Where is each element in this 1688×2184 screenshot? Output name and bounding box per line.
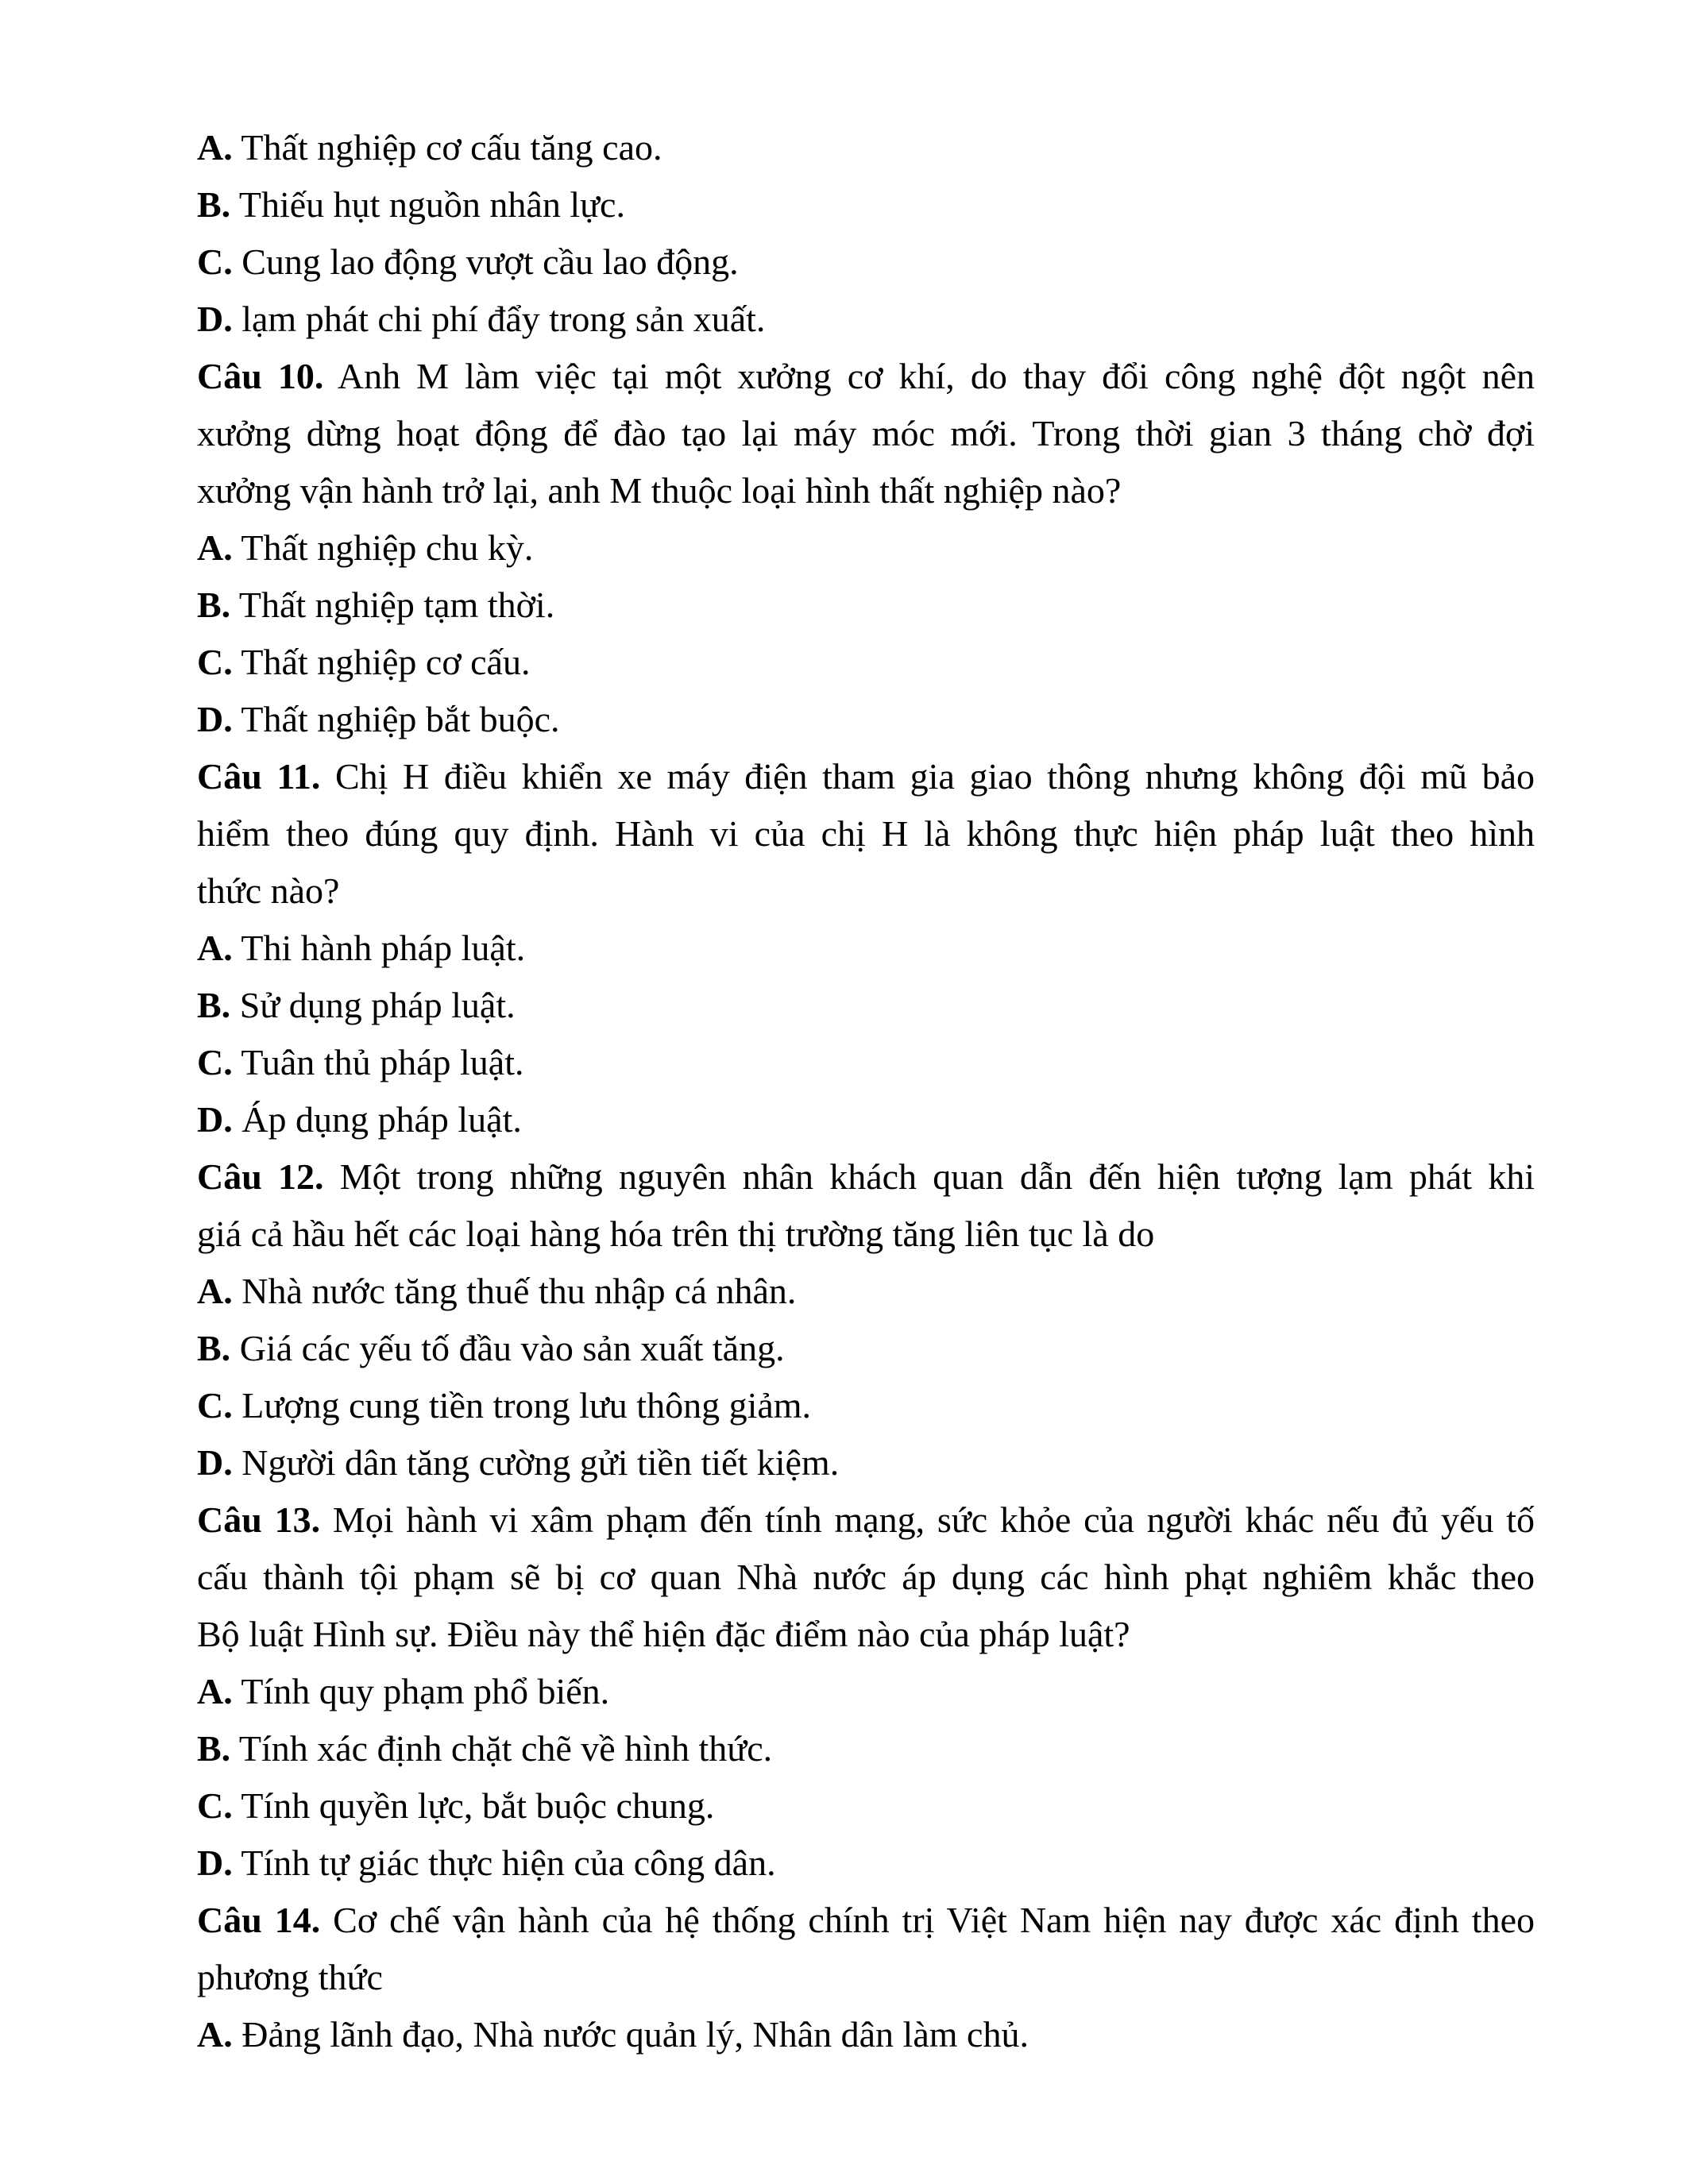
question-stem-line xyxy=(197,1549,1535,1606)
question-text: Chị H điều khiển xe máy điện tham gia giao thông nhưng không đội mũ bảo xyxy=(320,756,1535,797)
option-letter: A. xyxy=(197,2014,233,2055)
option-text: Thất nghiệp cơ cấu tăng cao. xyxy=(232,127,662,168)
question-text: xưởng dừng hoạt động để đào tạo lại máy móc mới. Trong thời gian 3 tháng chờ đợi xyxy=(197,413,1535,453)
answer-option xyxy=(197,291,1535,348)
question-text: hiểm theo đúng quy định. Hành vi của chị H là không thực hiện pháp luật theo hình xyxy=(197,813,1535,854)
option-letter: D. xyxy=(197,1099,233,1140)
option-letter: B. xyxy=(197,985,231,1025)
question-text: Cơ chế vận hành của hệ thống chính trị Việt Nam hiện nay được xác định theo xyxy=(320,1900,1535,1940)
option-letter: B. xyxy=(197,585,231,625)
question-text: Bộ luật Hình sự. Điều này thể hiện đặc điểm nào của pháp luật? xyxy=(197,1614,1130,1654)
option-text: Cung lao động vượt cầu lao động. xyxy=(232,241,739,282)
option-letter: C. xyxy=(197,1385,233,1426)
option-text: Áp dụng pháp luật. xyxy=(232,1099,522,1140)
option-text: Đảng lãnh đạo, Nhà nước quản lý, Nhân dân làm chủ. xyxy=(232,2014,1029,2055)
option-text: Nhà nước tăng thuế thu nhập cá nhân. xyxy=(232,1271,797,1311)
question-stem-line xyxy=(197,1206,1535,1263)
option-letter: C. xyxy=(197,1785,233,1826)
answer-option xyxy=(197,1777,1535,1835)
question-stem-line xyxy=(197,405,1535,462)
question-text: giá cả hầu hết các loại hàng hóa trên thị trường tăng liên tục là do xyxy=(197,1214,1155,1254)
option-letter: A. xyxy=(197,1271,233,1311)
option-letter: D. xyxy=(197,1843,233,1883)
answer-option xyxy=(197,1377,1535,1434)
question xyxy=(197,348,1535,748)
option-text: Thất nghiệp bắt buộc. xyxy=(232,699,560,739)
question-stem-line xyxy=(197,1491,1535,1549)
question-stem-line xyxy=(197,862,1535,920)
option-letter: B. xyxy=(197,184,231,225)
question-stem-line xyxy=(197,1892,1535,1949)
option-text: Lượng cung tiền trong lưu thông giảm. xyxy=(232,1385,812,1426)
option-letter: C. xyxy=(197,1042,233,1082)
question-stem-line xyxy=(197,462,1535,519)
answer-option xyxy=(197,691,1535,748)
answer-option xyxy=(197,1320,1535,1377)
answer-option xyxy=(197,2006,1535,2063)
question-text: Anh M làm việc tại một xưởng cơ khí, do thay đổi công nghệ đột ngột nên xyxy=(323,356,1535,396)
option-letter: C. xyxy=(197,642,233,682)
question-stem-line xyxy=(197,1606,1535,1663)
option-text: Thiếu hụt nguồn nhân lực. xyxy=(230,184,625,225)
question-text: thức nào? xyxy=(197,870,340,911)
option-letter: C. xyxy=(197,241,233,282)
option-text: Giá các yếu tố đầu vào sản xuất tăng. xyxy=(230,1328,785,1368)
question-text: cấu thành tội phạm sẽ bị cơ quan Nhà nước áp dụng các hình phạt nghiêm khắc theo xyxy=(197,1557,1535,1597)
answer-option xyxy=(197,1663,1535,1720)
question-stem-line xyxy=(197,1148,1535,1206)
option-letter: D. xyxy=(197,699,233,739)
question-stem-line xyxy=(197,805,1535,862)
answer-option xyxy=(197,920,1535,977)
answer-option xyxy=(197,577,1535,634)
answer-option xyxy=(197,1835,1535,1892)
answer-option xyxy=(197,119,1535,176)
question-stem-line xyxy=(197,1949,1535,2006)
answer-option xyxy=(197,519,1535,577)
answer-option xyxy=(197,1091,1535,1148)
option-letter: D. xyxy=(197,1442,233,1483)
question-label: Câu 12. xyxy=(197,1156,324,1197)
option-text: Người dân tăng cường gửi tiền tiết kiệm. xyxy=(232,1442,840,1483)
option-text: Tuân thủ pháp luật. xyxy=(232,1042,524,1082)
question-label: Câu 13. xyxy=(197,1499,321,1540)
answer-option xyxy=(197,1034,1535,1091)
answer-option xyxy=(197,233,1535,291)
option-text: Thất nghiệp tạm thời. xyxy=(230,585,555,625)
exam-document xyxy=(197,119,1535,2063)
option-text: Tính xác định chặt chẽ về hình thức. xyxy=(230,1728,773,1769)
question xyxy=(197,1892,1535,2063)
answer-option xyxy=(197,176,1535,233)
option-letter: D. xyxy=(197,299,233,339)
option-text: Tính tự giác thực hiện của công dân. xyxy=(232,1843,776,1883)
question-text: phương thức xyxy=(197,1957,383,1997)
option-letter: B. xyxy=(197,1728,231,1769)
question xyxy=(197,1148,1535,1491)
option-letter: B. xyxy=(197,1328,231,1368)
option-letter: A. xyxy=(197,527,233,568)
answer-option xyxy=(197,1434,1535,1491)
answer-option xyxy=(197,1263,1535,1320)
question-label: Câu 11. xyxy=(197,756,321,797)
question-stem-line xyxy=(197,748,1535,805)
question-text: Một trong những nguyên nhân khách quan dẫn đến hiện tượng lạm phát khi xyxy=(323,1156,1535,1197)
option-text: Thi hành pháp luật. xyxy=(232,928,526,968)
option-letter: A. xyxy=(197,1671,233,1711)
option-text: lạm phát chi phí đẩy trong sản xuất. xyxy=(232,299,766,339)
answer-option xyxy=(197,977,1535,1034)
answer-option xyxy=(197,634,1535,691)
question-stem-line xyxy=(197,348,1535,405)
question-label: Câu 10. xyxy=(197,356,324,396)
option-text: Tính quyền lực, bắt buộc chung. xyxy=(232,1785,715,1826)
option-text: Thất nghiệp cơ cấu. xyxy=(232,642,531,682)
question-text: Mọi hành vi xâm phạm đến tính mạng, sức khỏe của người khác nếu đủ yếu tố xyxy=(320,1499,1535,1540)
option-letter: A. xyxy=(197,928,233,968)
question-text: xưởng vận hành trở lại, anh M thuộc loại hình thất nghiệp nào? xyxy=(197,470,1122,511)
question-label: Câu 14. xyxy=(197,1900,321,1940)
option-letter: A. xyxy=(197,127,233,168)
question xyxy=(197,748,1535,1148)
option-text: Thất nghiệp chu kỳ. xyxy=(232,527,534,568)
option-text: Sử dụng pháp luật. xyxy=(230,985,516,1025)
option-text: Tính quy phạm phổ biến. xyxy=(232,1671,610,1711)
question xyxy=(197,1491,1535,1892)
answer-option xyxy=(197,1720,1535,1777)
